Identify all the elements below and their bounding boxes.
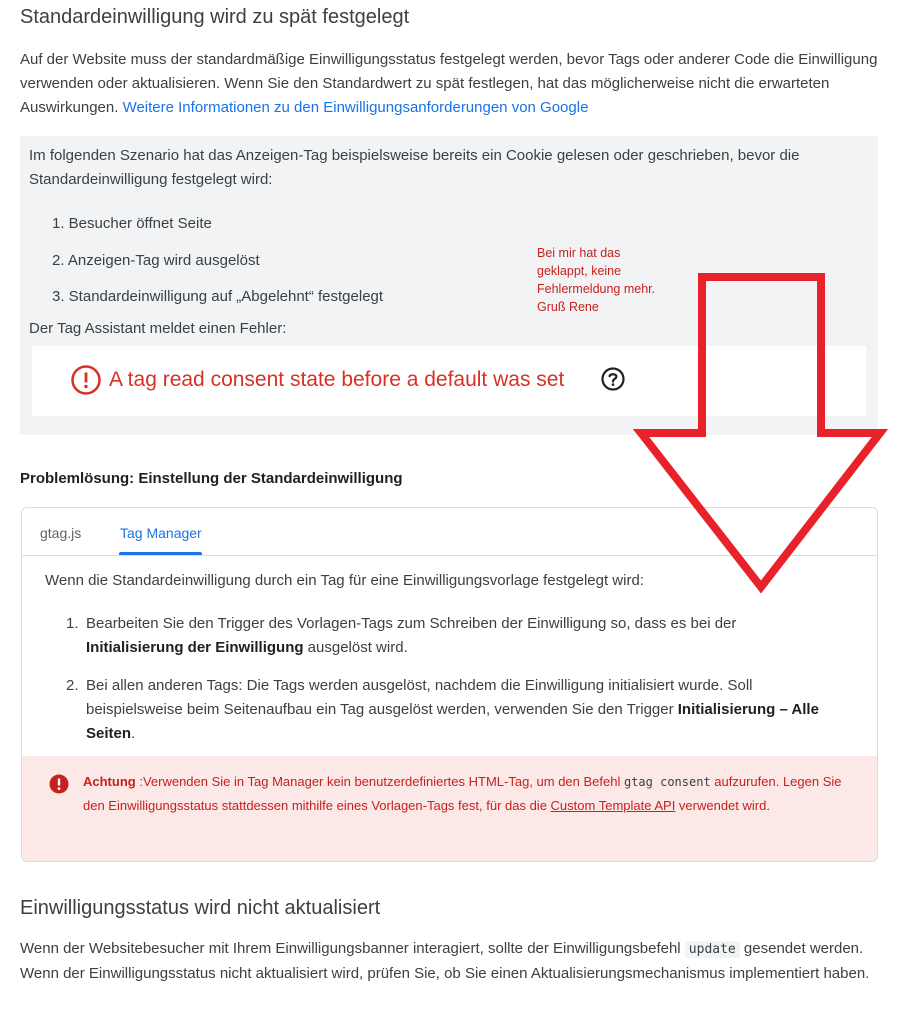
annotation-line: Bei mir hat das xyxy=(537,246,621,260)
step-bold: Initialisierung der Einwilligung xyxy=(86,639,304,656)
tab-lead-text: Wenn die Standardeinwilligung durch ein Tag für eine Einwilligungsvorlage festgelegt wird: xyxy=(45,572,644,589)
gtag-consent-code: gtag consent xyxy=(623,775,711,789)
consent-requirements-link[interactable]: Weitere Informationen zu den Einwilligungsanforderungen von Google xyxy=(122,99,589,116)
caution-icon xyxy=(49,774,69,794)
annotation-line: geklappt, keine xyxy=(537,264,622,278)
solution-step-2 xyxy=(66,674,836,746)
tag-assistant-note: Der Tag Assistant meldet einen Fehler: xyxy=(29,320,287,337)
solution-title: Problemlösung: Einstellung der Standardeinwilligung xyxy=(20,470,403,487)
tag-assistant-error-box xyxy=(32,346,866,416)
section2-text: Wenn der Websitebesucher mit Ihrem Einwilligungsbanner interagiert, sollte der Einwilligungsbefehl xyxy=(20,940,685,957)
solution-tab-panel xyxy=(21,507,878,862)
scenario-steps xyxy=(52,206,383,316)
step-text: Bearbeiten Sie den Trigger des Vorlagen-Tags zum Schreiben der Einwilligung so, dass es bei der xyxy=(86,615,737,632)
error-icon xyxy=(70,364,102,396)
caution-body: aufzurufen. Legen Sie den Einwilligungsstatus stattdessen mithilfe eines Vorlagen-Tags fest, für das die xyxy=(83,774,842,813)
step-number: 1. xyxy=(66,615,79,632)
solution-step-1 xyxy=(66,612,836,660)
scenario-box xyxy=(20,136,878,435)
intro-text: Auf der Website muss der standardmäßige Einwilligungsstatus festgelegt werden, bevor Tags oder anderer Code die Einwilligung verwenden oder aktualisieren. Wenn Sie den Standardwert zu spät festlegen, hat das möglicherweise nicht die erwarteten Auswirkungen. xyxy=(20,51,878,116)
caution-callout xyxy=(22,756,877,862)
tab-gtag-js[interactable]: gtag.js xyxy=(40,525,82,541)
caution-label: Achtung xyxy=(83,774,136,789)
error-message: A tag read consent state before a default was set xyxy=(109,368,565,391)
annotation-line: Fehlermeldung mehr. xyxy=(537,282,656,296)
step-text: ausgelöst wird. xyxy=(303,639,408,656)
tab-tag-manager[interactable]: Tag Manager xyxy=(120,525,202,541)
custom-template-api-link[interactable]: Custom Template API xyxy=(550,798,676,813)
step-text: Bei allen anderen Tags: Die Tags werden ausgelöst, nachdem die Einwilligung initialisiert wurde. Soll beispielsweise beim Seitenaufbau ein Tag ausgelöst werden, verwenden Sie den Trigger xyxy=(86,677,753,718)
section2-paragraph xyxy=(20,937,880,986)
user-annotation-note xyxy=(537,244,697,316)
scenario-step: 3. Standardeinwilligung auf „Abgelehnt“ festgelegt xyxy=(52,288,384,305)
step-number: 2. xyxy=(66,677,79,694)
tab-bar xyxy=(22,508,877,556)
annotation-line: Gruß Rene xyxy=(537,300,599,314)
section-title-consent-not-updated: Einwilligungsstatus wird nicht aktualisiert xyxy=(20,897,381,919)
scenario-step: 1. Besucher öffnet Seite xyxy=(52,215,212,232)
update-code: update xyxy=(685,941,740,958)
solution-steps xyxy=(66,612,836,760)
step-text: . xyxy=(131,725,136,742)
section-title-default-consent-late: Standardeinwilligung wird zu spät festgelegt xyxy=(20,6,410,28)
help-icon[interactable] xyxy=(600,366,626,392)
section2-text: gesendet werden. Wenn der Einwilligungsstatus nicht aktualisiert wird, prüfen Sie, ob Sie einen Aktualisierungsmechanismus implementiert haben. xyxy=(20,940,870,982)
caution-body: verwendet wird. xyxy=(675,798,770,813)
scenario-intro: Im folgenden Szenario hat das Anzeigen-Tag beispielsweise bereits ein Cookie gelesen oder geschrieben, bevor die Standardeinwilligung festgelegt wird: xyxy=(29,147,800,188)
step-bold: Initialisierung – Alle Seiten xyxy=(86,701,819,742)
section-intro-paragraph xyxy=(20,48,880,120)
caution-text xyxy=(83,770,853,818)
caution-body: :Verwenden Sie in Tag Manager kein benutzerdefiniertes HTML-Tag, um den Befehl xyxy=(135,774,624,789)
scenario-step: 2. Anzeigen-Tag wird ausgelöst xyxy=(52,251,260,269)
active-tab-indicator xyxy=(119,552,202,555)
